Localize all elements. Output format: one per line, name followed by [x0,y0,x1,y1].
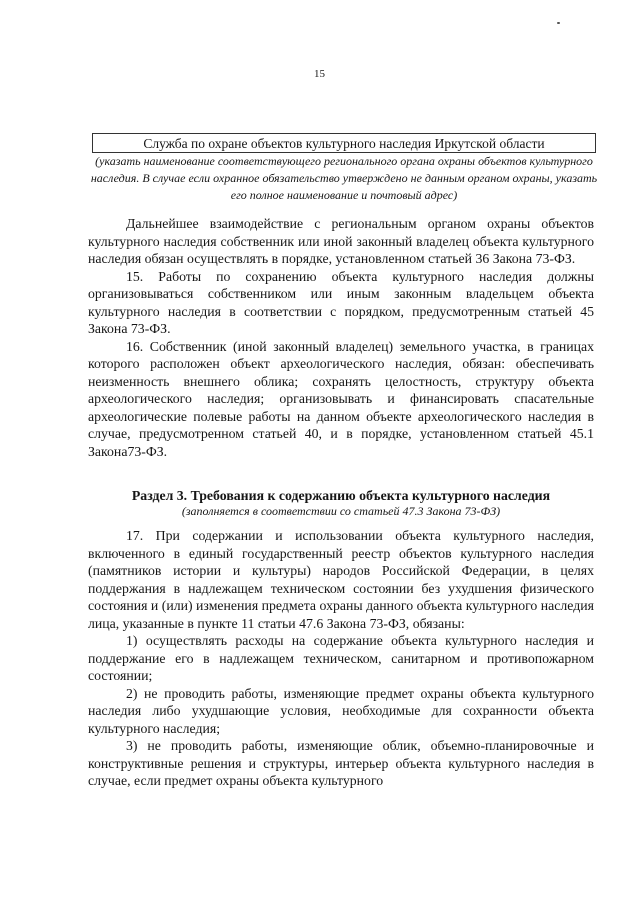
section-3-title: Раздел 3. Требования к содержанию объекта культурного наследия [131,488,551,503]
section-3-note: (заполняется в соответствии со статьей 47.3 Закона 73-ФЗ) [181,504,501,518]
page-number: 15 [314,68,325,80]
paragraph-15: 15. Работы по сохранению объекта культурного наследия должны организовываться собственником или иным законным владельцем объекта культурного наследия в соответствии с порядком, предусмотренным статьей 45 Закона 73-ФЗ. [88,268,594,336]
paragraph-interaction: Дальнейшее взаимодействие с региональным органом охраны объектов культурного наследия собственник или иной законный владелец объекта культурного наследия обязан осуществлять в порядке, установленном статьей 36 Закона 73-ФЗ. [88,216,594,266]
list-item-2: 2) не проводить работы, изменяющие предмет охраны объекта культурного наследия либо ухудшающие условия, необходимые для сохранности объекта культурного наследия; [88,685,594,736]
obligations-text-part-1 [88,215,594,460]
paragraph-16: 16. Собственник (иной законный владелец) земельного участка, в границах которого расположен объект археологического наследия, обязан: обеспечивать неизменность внешнего облика; сохранять целостность, структуру объекта археологического наследия; организовывать и финансировать спасательные археологические полевые работы на данном объекте археологического наследия в случае, предусмотренном статьей 40, и в порядке, установленном статьей 45.1 Закона73-ФЗ. [88,338,594,459]
paragraph-17: 17. При содержании и использовании объекта культурного наследия, включенного в единый государственный реестр объектов культурного наследия (памятников истории и культуры) народов Российской Федерации, в целях поддержания в надлежащем техническом состоянии без ухудшения физического состояния и (или) изменения предмета охраны данного объекта культурного наследия лица, указанные в пункте 11 статьи 47.6 Закона 73-ФЗ, обязаны: [88,528,594,631]
list-item-1: 1) осуществлять расходы на содержание объекта культурного наследия и поддержание его в надлежащем техническом, санитарном и противопожарном состоянии; [88,633,594,683]
obligations-text-part-2 [88,527,594,790]
scan-speck [557,22,560,24]
list-item-3: 3) не проводить работы, изменяющие облик, объемно-планировочные и конструктивные решения и структуры, интерьер объекта культурного наследия в случае, если предмет охраны объекта культурного [88,738,594,788]
regional-authority-name-box: Служба по охране объектов культурного наследия Иркутской области [92,133,596,153]
authority-name-instruction: (указать наименование соответствующего регионального органа охраны объектов культурного наследия. В случае если охранное обязательство утверждено не данным органом охраны, указать его полное наименование и почтовый адрес) [90,154,598,202]
